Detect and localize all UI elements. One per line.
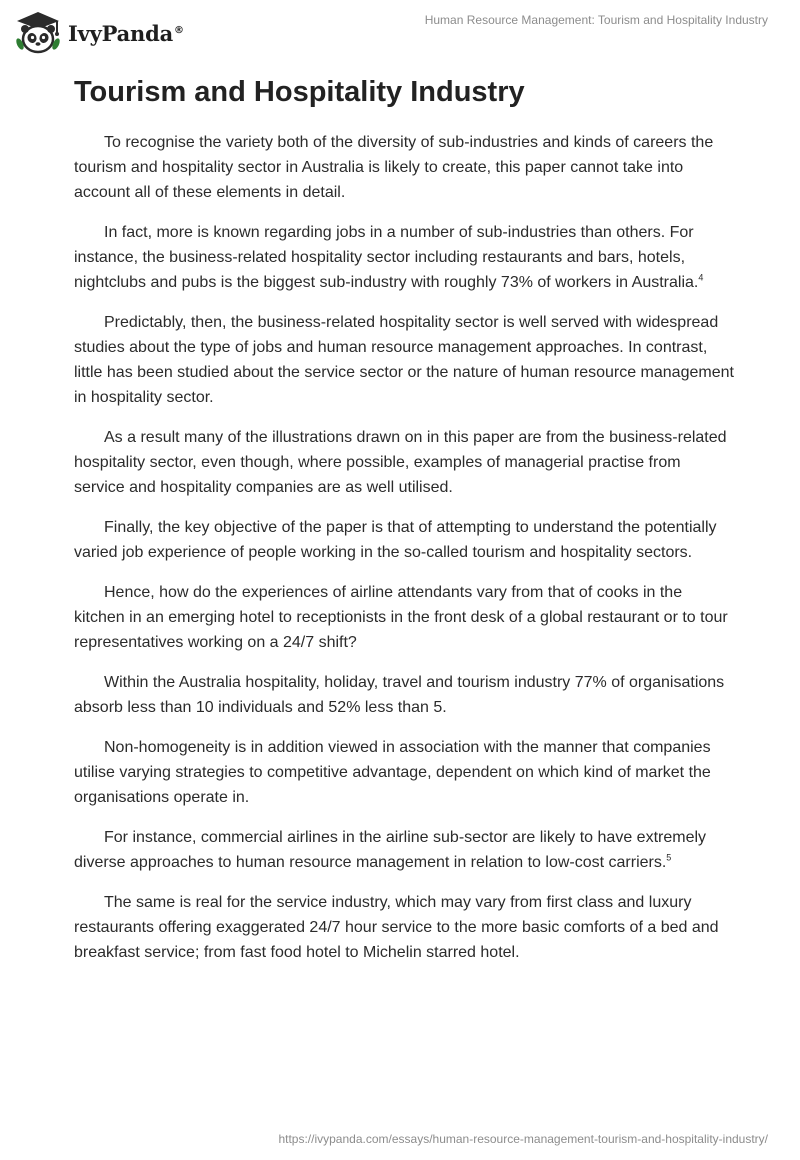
paragraph: In fact, more is known regarding jobs in a number of sub-industries than others. For instance, the business-related hospitality sector including restaurants and bars, hotels, nightclubs and pubs is the biggest sub-industry with roughly 73% of workers in Australia.$^4$ bbox=[74, 224, 704, 291]
paragraph: Hence, how do the experiences of airline attendants vary from that of cooks in the kitchen in an emerging hotel to receptionists in the front desk of a global restaurant or to tour representatives working on a 24/7 shift? bbox=[74, 584, 728, 651]
paragraph: Non-homogeneity is in addition viewed in association with the manner that companies utilise varying strategies to competitive advantage, dependent on which kind of market the organisations operate in. bbox=[74, 739, 711, 806]
paragraph: Predictably, then, the business-related hospitality sector is well served with widespread studies about the type of jobs and human resource management approaches. In contrast, little has been studied about the service sector or the nature of human resource management in hospitality sector. bbox=[74, 314, 734, 406]
paragraph: For instance, commercial airlines in the airline sub-sector are likely to have extremely diverse approaches to human resource management in relation to low-cost carriers.$^5$ bbox=[74, 829, 707, 871]
registered-mark: ® bbox=[174, 24, 184, 36]
footnote-ref[interactable]: 5 bbox=[666, 852, 672, 863]
paragraph: Finally, the key objective of the paper is that of attempting to understand the potentially varied job experience of people working in the so-called tourism and hospitality sectors. bbox=[74, 519, 717, 561]
article-body bbox=[74, 72, 734, 980]
panda-graduate-icon bbox=[14, 10, 62, 54]
running-title: Human Resource Management: Tourism and Hospitality Industry bbox=[424, 13, 768, 27]
paragraph: To recognise the variety both of the diversity of sub-industries and kinds of careers the tourism and hospitality sector in Australia is likely to create, this paper cannot take into account all of these elements in detail. bbox=[74, 134, 714, 201]
ivypanda-logo[interactable] bbox=[14, 10, 184, 54]
paragraph: Within the Australia hospitality, holiday, travel and tourism industry 77% of organisations absorb less than 10 individuals and 52% less than 5. bbox=[74, 674, 725, 716]
paragraph: The same is real for the service industry, which may vary from first class and luxury restaurants offering exaggerated 24/7 hour service to the more basic comforts of a bed and breakfast service; from fast food hotel to Michelin starred hotel. bbox=[74, 894, 719, 961]
article-title: Tourism and Hospitality Industry bbox=[74, 76, 525, 108]
logo-wordmark: IvyPanda® bbox=[68, 20, 184, 46]
source-url[interactable]: https://ivypanda.com/essays/human-resource-management-tourism-and-hospitality-industry/ bbox=[278, 1132, 768, 1146]
page-header bbox=[0, 0, 800, 60]
paragraph: As a result many of the illustrations drawn on in this paper are from the business-related hospitality sector, even though, where possible, examples of managerial practise from service and hospitality companies are as well utilised. bbox=[74, 429, 727, 496]
footnote-ref[interactable]: 4 bbox=[698, 272, 704, 283]
